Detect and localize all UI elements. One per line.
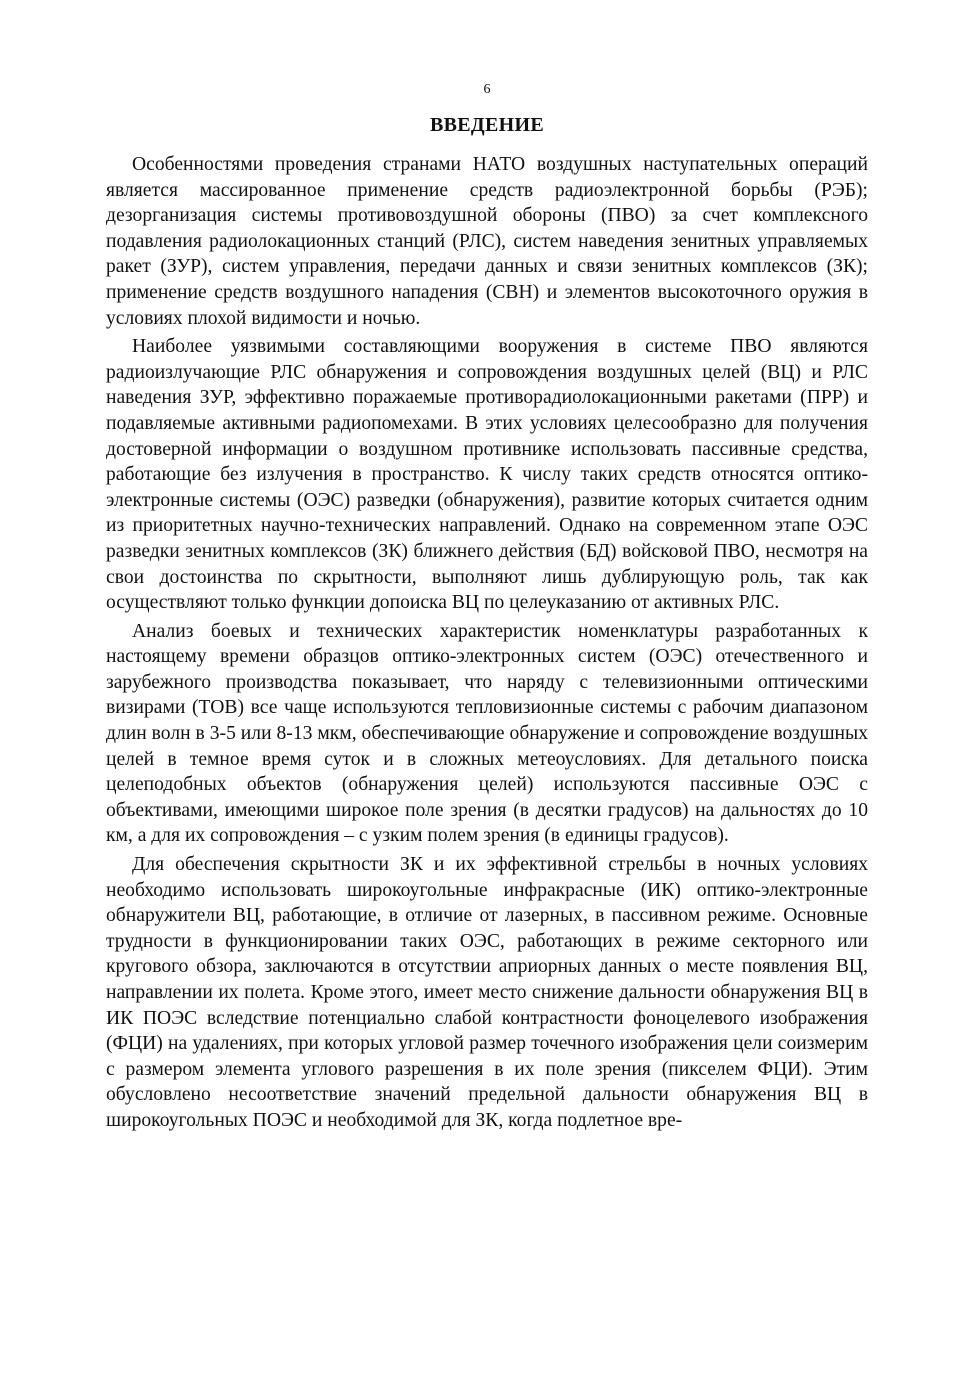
paragraph: Для обеспечения скрытности ЗК и их эффективной стрельбы в ночных условиях необходимо использовать широкоугольные инфракрасные (ИК) оптико-электронные обнаружители ВЦ, работающие, в отличие от лазерных, в пассивном режиме. Основные трудности в функционировании таких ОЭС, работающих в режиме секторного или кругового обзора, заключаются в отсутствии априорных данных о месте появления ВЦ, направлении их полета. Кроме этого, имеет место снижение дальности обнаружения ВЦ в ИК ПОЭС вследствие потенциально слабой контрастности фоноцелевого изображения (ФЦИ) на удалениях, при которых угловой размер точечного изображения цели соизмерим с размером элемента углового разрешения в их поле зрения (пикселем ФЦИ). Этим обусловлено несоответствие значений предельной дальности обнаружения ВЦ в широкоугольных ПОЭС и необходимой для ЗК, когда подлетное вре- — [106, 854, 868, 1131]
page-number: 6 — [483, 82, 491, 97]
document-page — [106, 80, 868, 1137]
paragraph: Особенностями проведения странами НАТО воздушных наступательных операций является массированное применение средств радиоэлектронной борьбы (РЭБ); дезорганизация системы противовоздушной обороны (ПВО) за счет комплексного подавления радиолокационных станций (РЛС), систем наведения зенитных управляемых ракет (ЗУР), систем управления, передачи данных и связи зенитных комплексов (ЗК); применение средств воздушного нападения (СВН) и элементов высокоточного оружия в условиях плохой видимости и ночью. — [106, 154, 868, 329]
body-text — [106, 152, 868, 1134]
section-title: ВВЕДЕНИЕ — [430, 114, 544, 136]
paragraph: Наиболее уязвимыми составляющими вооружения в системе ПВО являются радиоизлучающие РЛС обнаружения и сопровождения воздушных целей (ВЦ) и РЛС наведения ЗУР, эффективно поражаемые противорадиолокационными ракетами (ПРР) и подавляемые активными радиопомехами. В этих условиях целесообразно для получения достоверной информации о воздушном противнике использовать пассивные средства, работающие без излучения в пространство. К числу таких средств относятся оптико-электронные системы (ОЭС) разведки (обнаружения), развитие которых считается одним из приоритетных научно-технических направлений. Однако на современном этапе ОЭС разведки зенитных комплексов (ЗК) ближнего действия (БД) войсковой ПВО, несмотря на свои достоинства по скрытности, выполняют лишь дублирующую роль, так как осуществляют только функции допоиска ВЦ по целеуказанию от активных РЛС. — [106, 336, 868, 614]
paragraph: Анализ боевых и технических характеристик номенклатуры разработанных к настоящему времени образцов оптико-электронных систем (ОЭС) отечественного и зарубежного производства показывает, что наряду с телевизионными оптическими визирами (ТОВ) все чаще используются тепловизионные системы с рабочим диапазоном длин волн в 3-5 или 8-13 мкм, обеспечивающие обнаружение и сопровождение воздушных целей в темное время суток и в сложных метеоусловиях. Для детального поиска целеподобных объектов (обнаружения целей) используются пассивные ОЭС с объективами, имеющими широкое поле зрения (в десятки градусов) на дальностях до 10 км, а для их сопровождения – с узким полем зрения (в единицы градусов). — [106, 620, 868, 847]
